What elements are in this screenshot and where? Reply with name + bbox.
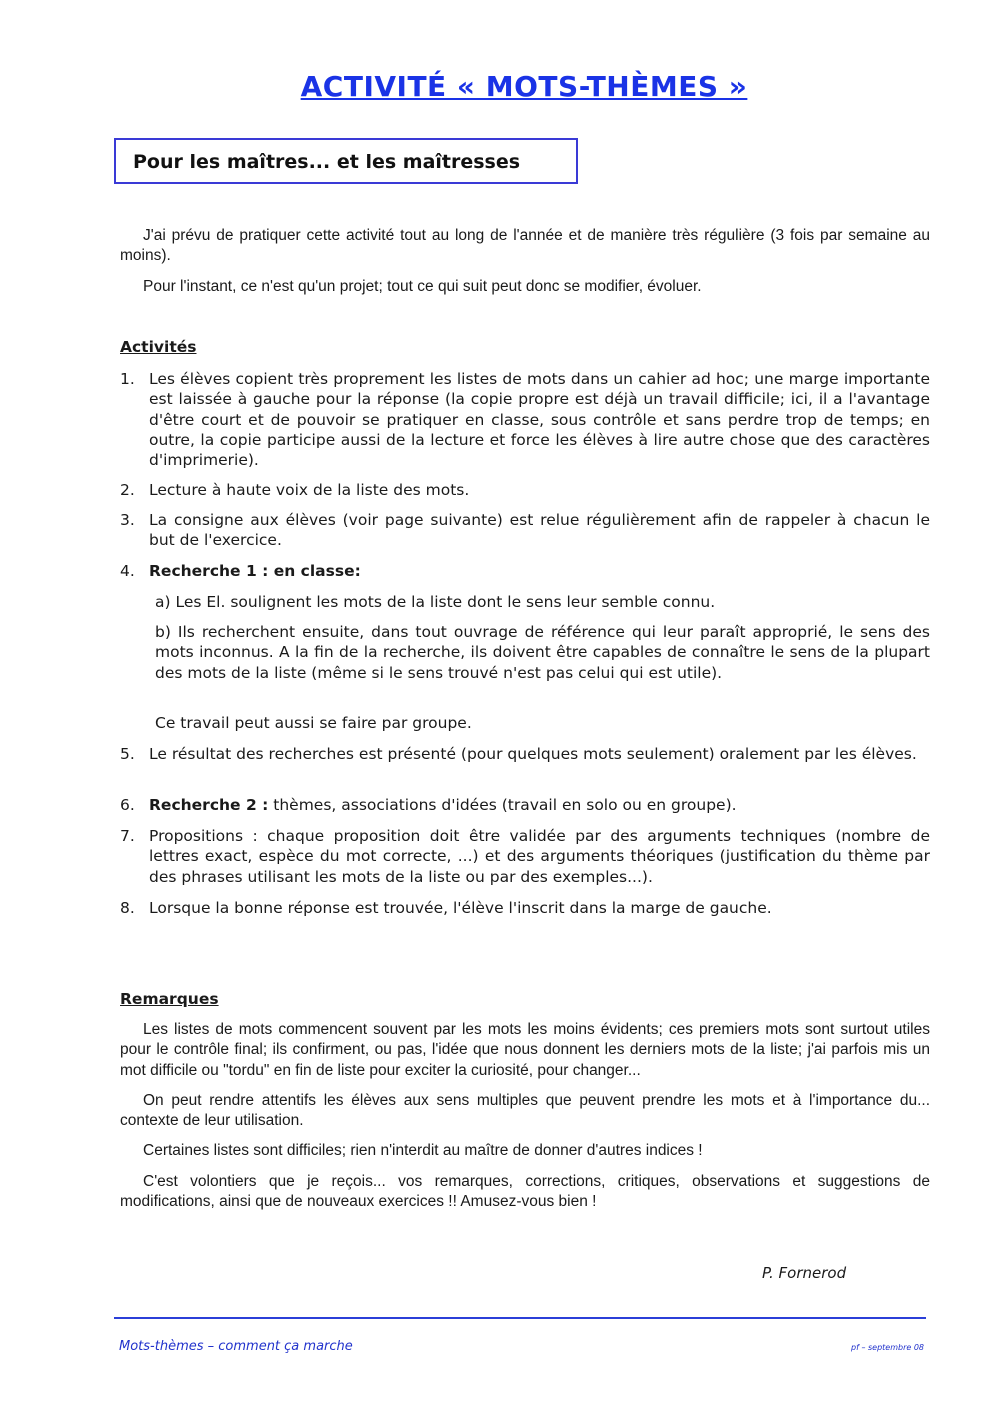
list-number: 4.: [120, 562, 135, 580]
list-item: [120, 369, 930, 470]
list-text: thèmes, associations d'idées (travail en solo ou en groupe).: [268, 796, 737, 814]
list-number: 1.: [120, 370, 135, 388]
list-number: 8.: [120, 899, 135, 917]
list-text: Lecture à haute voix de la liste des mots.: [149, 481, 470, 499]
intro-section: [120, 226, 930, 297]
list-item: [120, 744, 930, 764]
list-number: 7.: [120, 827, 135, 845]
intro-paragraph: J'ai prévu de pratiquer cette activité tout au long de l'année et de manière très régulière (3 fois par semaine au moins).: [120, 227, 930, 265]
sub-item-note: Ce travail peut aussi se faire par groupe.: [155, 714, 472, 732]
footer-divider: [114, 1317, 926, 1319]
footer-title: Mots-thèmes – comment ça marche: [119, 1339, 353, 1354]
list-item: [120, 826, 930, 887]
list-text: Les élèves copient très proprement les listes de mots dans un cahier ad hoc; une marge importante est laissée à gauche pour la réponse (la copie propre est déjà un travail difficile; ici, il a l'avantage d'être court et de pouvoir se pratiquer en classe, sous contrôle et sans perdre trop de temps; en outre, la copie participe aussi de la lecture et force les élèves à lire autre chose que des caractères d'imprimerie).: [149, 370, 930, 470]
remark-paragraph: C'est volontiers que je reçois... vos remarques, corrections, critiques, observations et suggestions de modifications, ainsi que de nouveaux exercices !! Amusez-vous bien !: [120, 1172, 930, 1211]
list-item: [120, 898, 930, 918]
list-number: 5.: [120, 745, 135, 763]
list-item: [120, 510, 930, 551]
list-text: Le résultat des recherches est présenté (pour quelques mots seulement) oralement par les élèves.: [149, 745, 917, 763]
list-number: 6.: [120, 796, 135, 814]
list-item: [120, 480, 930, 500]
sub-item-a: a) Les El. soulignent les mots de la liste dont le sens leur semble connu.: [155, 593, 716, 611]
list-item: [120, 795, 930, 815]
remark-paragraph: Certaines listes sont difficiles; rien n'interdit au maître de donner d'autres indices !: [143, 1142, 703, 1160]
list-item: [120, 561, 930, 581]
signature: P. Fornerod: [762, 1264, 847, 1282]
sub-item-b: b) Ils recherchent ensuite, dans tout ouvrage de référence qui leur paraît approprié, le sens des mots inconnus. A la fin de la recherche, ils doivent être capables de connaître le sens de la plupart des mots de la liste (même si le sens trouvé n'est pas celui qui est utile).: [155, 623, 930, 682]
heading-box: [114, 138, 578, 184]
page-title: ACTIVITÉ « MOTS-THÈMES »: [300, 70, 748, 103]
list-bold-label: Recherche 1 : en classe:: [149, 562, 361, 580]
remarks-section: [120, 1020, 930, 1212]
remark-paragraph: On peut rendre attentifs les élèves aux sens multiples que peuvent prendre les mots et à l'importance du... contexte de leur utilisation.: [120, 1091, 930, 1130]
list-number: 2.: [120, 481, 135, 499]
list-text: Propositions : chaque proposition doit être validée par des arguments techniques (nombre de lettres exact, espèce du mot correcte, ...) et des arguments théoriques (justification du thème par des phrases utilisant les mots de la liste ou par des exemples...).: [149, 827, 930, 886]
list-text: Lorsque la bonne réponse est trouvée, l'élève l'inscrit dans la marge de gauche.: [149, 899, 772, 917]
activities-heading: Activités: [120, 338, 197, 356]
remarks-heading: Remarques: [120, 990, 219, 1008]
list-text: La consigne aux élèves (voir page suivante) est relue régulièrement afin de rappeler à chacun le but de l'exercice.: [149, 511, 930, 550]
box-heading: Pour les maîtres... et les maîtresses: [133, 151, 521, 173]
remark-paragraph: Les listes de mots commencent souvent par les mots les moins évidents; ces premiers mots sont surtout utiles pour le contrôle final; ils confirment, ou pas, l'idée que nous donnent les derniers mots de la liste; j'ai parfois mis un mot difficile ou "tordu" en fin de liste pour exciter la curiosité, pour changer...: [120, 1021, 930, 1079]
list-bold-label: Recherche 2 :: [149, 796, 269, 814]
list-number: 3.: [120, 511, 135, 529]
intro-paragraph: Pour l'instant, ce n'est qu'un projet; tout ce qui suit peut donc se modifier, évoluer.: [143, 277, 702, 295]
footer-date: pf – septembre 08: [851, 1343, 925, 1352]
